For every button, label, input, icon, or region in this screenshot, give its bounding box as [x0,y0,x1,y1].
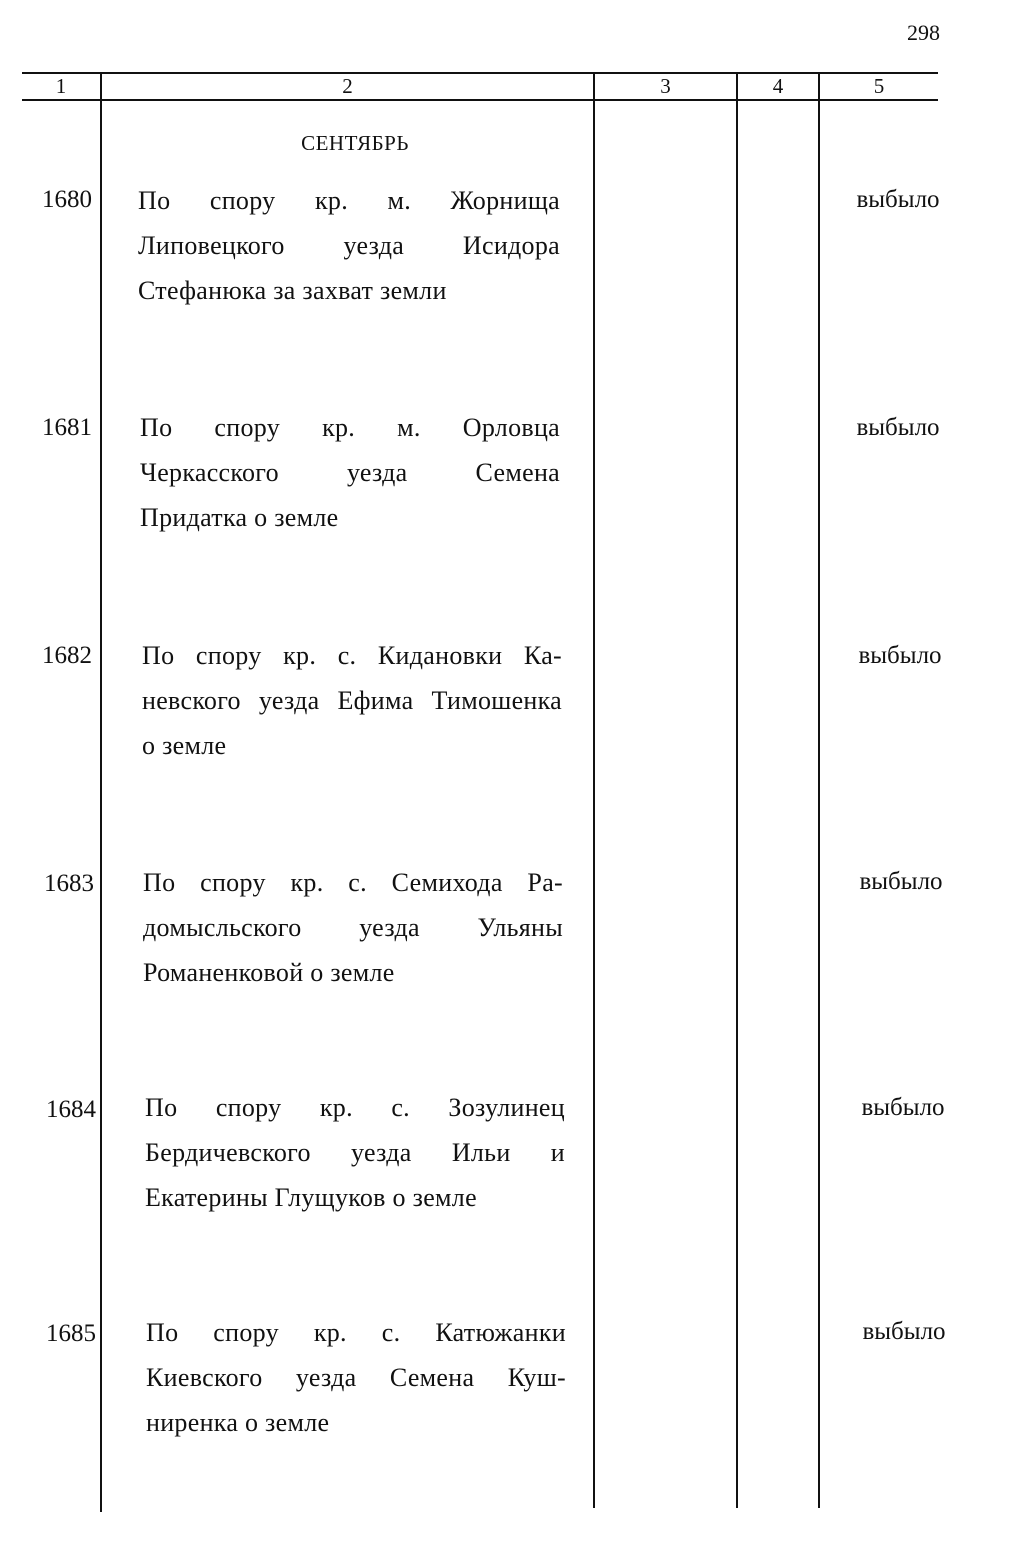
column-divider-2 [593,72,595,1508]
entry-number: 1681 [42,414,92,441]
entry-number: 1680 [42,186,92,213]
entry-line: Романенковой о земле [143,958,395,987]
entry-line: Бердичевского уезда Ильи и [145,1138,565,1167]
column-divider-1 [100,72,102,1512]
column-divider-4 [818,72,820,1508]
entry-status: выбыло [862,1318,946,1345]
entry-description [140,405,560,540]
column-header-2: 2 [342,74,353,98]
page-number: 298 [907,20,940,45]
entry-description [146,1310,566,1445]
table-header-bottom-rule [22,99,938,101]
entry-number: 1682 [42,642,92,669]
column-divider-3 [736,72,738,1508]
entry-line: По спору кр. с. Зозулинец [145,1093,565,1122]
entry-line: невского уезда Ефима Тимошенка [142,686,562,715]
column-header-4: 4 [772,74,784,98]
entry-line: Екатерины Глущуков о земле [145,1183,477,1212]
entry-line: Придатка о земле [140,503,339,532]
entry-line: По спору кр. с. Кидановки Ка- [142,641,562,670]
entry-line: Черкасского уезда Семена [140,458,560,487]
column-header-1: 1 [55,74,67,98]
entry-status: выбыло [858,642,942,669]
entry-line: По спору кр. м. Жорнища [138,186,560,215]
entry-description [145,1085,565,1220]
entry-line: Стефанюка за захват земли [138,276,447,305]
entry-line: По спору кр. с. Семихода Ра- [143,868,563,897]
entry-line: ниренка о земле [146,1408,330,1437]
entry-status: выбыло [859,868,943,895]
entry-line: о земле [142,731,227,760]
entry-line: домысльского уезда Ульяны [143,913,563,942]
entry-line: По спору кр. м. Орловца [140,413,560,442]
entry-line: Липовецкого уезда Исидора [138,231,560,260]
column-header-3: 3 [660,74,671,98]
entry-status: выбыло [856,186,940,213]
entry-description [142,633,562,768]
entry-status: выбыло [856,414,940,441]
month-heading: СЕНТЯБРЬ [301,131,409,155]
entry-status: выбыло [861,1094,945,1121]
entry-number: 1685 [46,1320,96,1347]
entry-number: 1683 [44,870,94,897]
entry-line: Киевского уезда Семена Куш- [146,1363,566,1392]
entry-description [143,860,563,995]
column-header-5: 5 [873,74,885,98]
entry-line: По спору кр. с. Катюжанки [146,1318,566,1347]
entry-description [138,178,560,313]
entry-number: 1684 [46,1096,96,1123]
